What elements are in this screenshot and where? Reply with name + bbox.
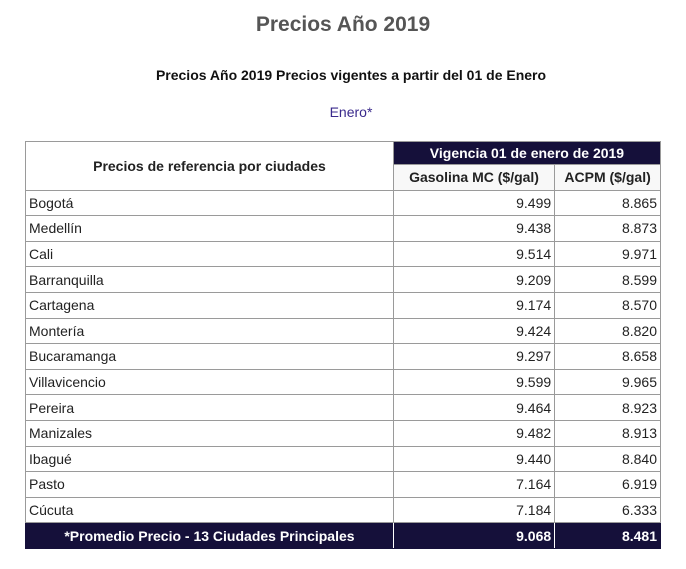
month-link[interactable]: Enero* bbox=[329, 104, 373, 120]
table-row bbox=[26, 446, 661, 472]
table-row bbox=[26, 420, 661, 446]
gasoline-price-cell: 9.438 bbox=[393, 216, 554, 242]
city-cell: Cali bbox=[26, 241, 394, 267]
acpm-price-cell: 8.873 bbox=[555, 216, 661, 242]
table-row bbox=[26, 216, 661, 242]
average-gasoline-value: 9.068 bbox=[393, 523, 554, 549]
acpm-price-cell: 8.840 bbox=[555, 446, 661, 472]
acpm-price-cell: 8.658 bbox=[555, 344, 661, 370]
table-body bbox=[26, 190, 661, 523]
gasoline-price-cell: 9.499 bbox=[393, 190, 554, 216]
gasoline-price-cell: 9.440 bbox=[393, 446, 554, 472]
acpm-price-cell: 8.570 bbox=[555, 292, 661, 318]
city-cell: Manizales bbox=[26, 420, 394, 446]
table-row bbox=[26, 241, 661, 267]
page-subtitle: Precios Año 2019 Precios vigentes a partir del 01 de Enero bbox=[155, 67, 547, 83]
average-acpm-value: 8.481 bbox=[555, 523, 661, 549]
city-cell: Bucaramanga bbox=[26, 344, 394, 370]
city-cell: Bogotá bbox=[26, 190, 394, 216]
gasoline-price-cell: 9.464 bbox=[393, 395, 554, 421]
page-title: Precios Año 2019 bbox=[255, 13, 431, 36]
average-label: *Promedio Precio - 13 Ciudades Principales bbox=[26, 523, 394, 549]
table-row bbox=[26, 369, 661, 395]
table-row bbox=[26, 267, 661, 293]
gasoline-price-cell: 9.599 bbox=[393, 369, 554, 395]
table-header-row bbox=[26, 142, 661, 165]
table-row bbox=[26, 318, 661, 344]
average-row bbox=[26, 523, 661, 549]
gasoline-price-cell: 9.297 bbox=[393, 344, 554, 370]
gasoline-price-cell: 9.209 bbox=[393, 267, 554, 293]
table-row bbox=[26, 395, 661, 421]
gasoline-price-cell: 7.184 bbox=[393, 497, 554, 523]
acpm-price-cell: 8.820 bbox=[555, 318, 661, 344]
table-row bbox=[26, 497, 661, 523]
acpm-price-cell: 8.923 bbox=[555, 395, 661, 421]
table-row bbox=[26, 190, 661, 216]
acpm-price-cell: 9.971 bbox=[555, 241, 661, 267]
city-cell: Medellín bbox=[26, 216, 394, 242]
acpm-price-cell: 6.333 bbox=[555, 497, 661, 523]
acpm-column-header: ACPM ($/gal) bbox=[555, 165, 661, 191]
gasoline-price-cell: 9.424 bbox=[393, 318, 554, 344]
gasoline-price-cell: 9.514 bbox=[393, 241, 554, 267]
vigencia-header: Vigencia 01 de enero de 2019 bbox=[393, 142, 660, 165]
gasoline-column-header: Gasolina MC ($/gal) bbox=[393, 165, 554, 191]
table-row bbox=[26, 472, 661, 498]
city-cell: Cúcuta bbox=[26, 497, 394, 523]
city-cell: Pereira bbox=[26, 395, 394, 421]
acpm-price-cell: 8.865 bbox=[555, 190, 661, 216]
table-row bbox=[26, 344, 661, 370]
table-row bbox=[26, 292, 661, 318]
city-cell: Pasto bbox=[26, 472, 394, 498]
acpm-price-cell: 9.965 bbox=[555, 369, 661, 395]
gasoline-price-cell: 7.164 bbox=[393, 472, 554, 498]
acpm-price-cell: 6.919 bbox=[555, 472, 661, 498]
city-cell: Ibagué bbox=[26, 446, 394, 472]
city-cell: Cartagena bbox=[26, 292, 394, 318]
acpm-price-cell: 8.599 bbox=[555, 267, 661, 293]
gasoline-price-cell: 9.174 bbox=[393, 292, 554, 318]
acpm-price-cell: 8.913 bbox=[555, 420, 661, 446]
price-table bbox=[25, 141, 661, 549]
city-cell: Villavicencio bbox=[26, 369, 394, 395]
city-column-header: Precios de referencia por ciudades bbox=[26, 142, 394, 191]
city-cell: Montería bbox=[26, 318, 394, 344]
gasoline-price-cell: 9.482 bbox=[393, 420, 554, 446]
city-cell: Barranquilla bbox=[26, 267, 394, 293]
